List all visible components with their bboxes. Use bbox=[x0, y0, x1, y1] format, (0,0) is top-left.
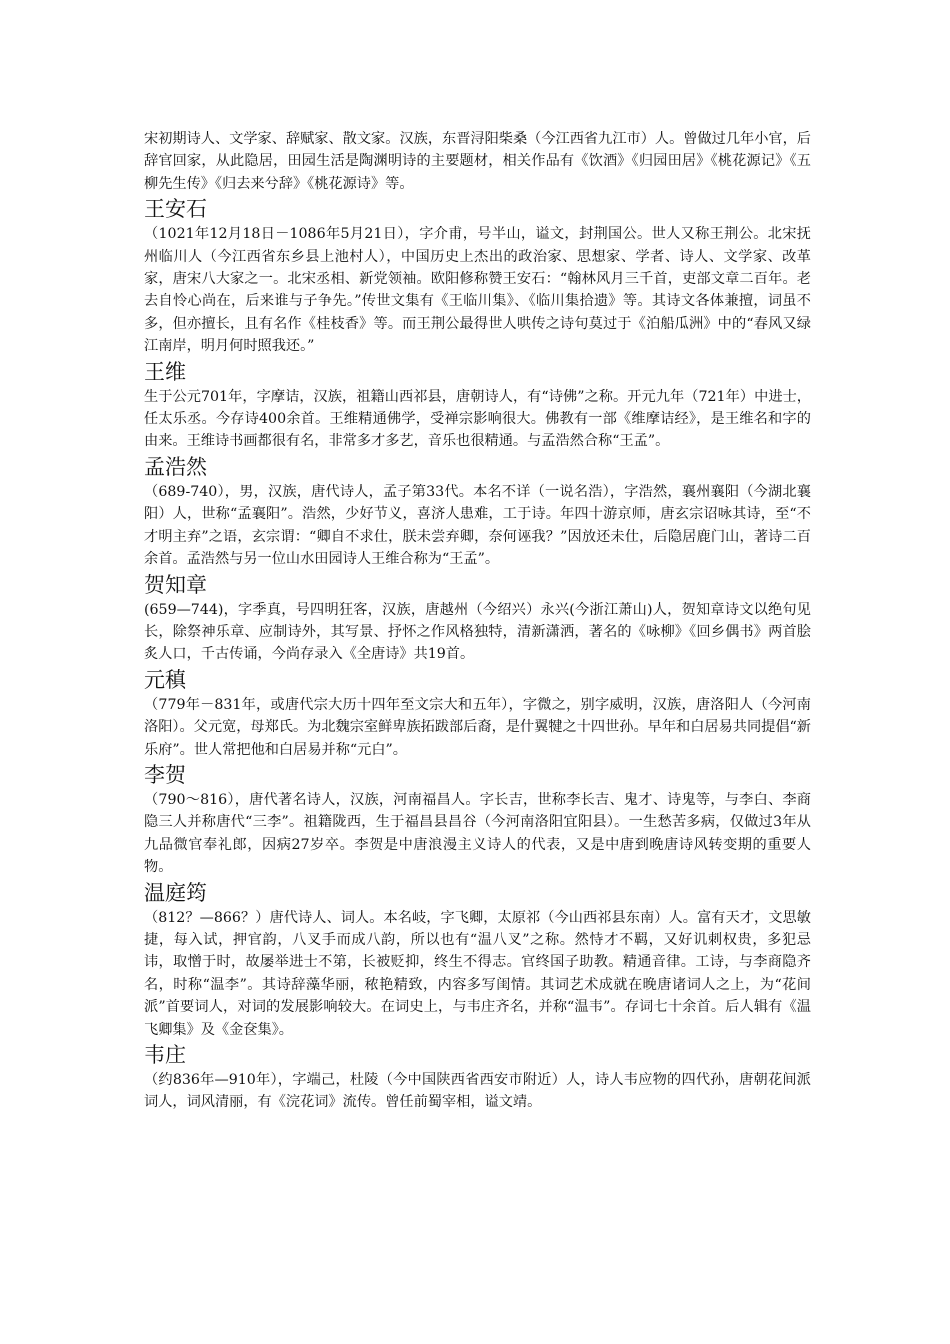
poet-entry-yuan-zhen bbox=[144, 667, 811, 761]
poet-entry-wang-wei bbox=[144, 359, 811, 453]
poet-bio: (659—744)，字季真，号四明狂客，汉族，唐越州（今绍兴）永兴(今浙江萧山)人，贺知章诗文以绝句见长，除祭神乐章、应制诗外，其写景、抒怀之作风格独特，清新潇洒，著名的《咏柳》《回乡偶书》两首脍炙人口，千古传诵，今尚存录入《全唐诗》共19首。 bbox=[144, 601, 811, 663]
intro-paragraph: 宋初期诗人、文学家、辞赋家、散文家。汉族，东晋浔阳柴桑（今江西省九江市）人。曾做过几年小官，后辞官回家，从此隐居，田园生活是陶渊明诗的主要题材，相关作品有《饮酒》《归园田居》《桃花源记》《五柳先生传》《归去来兮辞》《桃花源诗》等。 bbox=[144, 131, 811, 192]
poet-name: 孟浩然 bbox=[144, 454, 207, 479]
poet-bio: （约836年—910年），字端己，杜陵（今中国陕西省西安市附近）人，诗人韦应物的四代孙，唐朝花间派词人，词风清丽，有《浣花词》流传。曾任前蜀宰相，谥文靖。 bbox=[144, 1072, 811, 1111]
poet-entry-wei-zhuang bbox=[144, 1042, 811, 1114]
poet-entry-li-he bbox=[144, 762, 811, 879]
poet-name: 温庭筠 bbox=[144, 880, 207, 905]
poet-bio: 生于公元701年，字摩诘，汉族，祖籍山西祁县，唐朝诗人，有“诗佛”之称。开元九年（721年）中进士，任太乐丞。今存诗400余首。王维精通佛学，受禅宗影响很大。佛教有一部《维摩诘经》，是王维名和字的由来。王维诗书画都很有名，非常多才多艺，音乐也很精通。与孟浩然合称“王孟”。 bbox=[144, 388, 811, 450]
poet-name: 元稹 bbox=[144, 667, 186, 692]
poet-bio: （790～816），唐代著名诗人，汉族，河南福昌人。字长吉，世称李长吉、鬼才、诗鬼等，与李白、李商隐三人并称唐代“三李”。祖籍陇西，生于福昌县昌谷（今河南洛阳宜阳县）。一生愁苦多病，仅做过3年从九品微官奉礼郎，因病27岁卒。李贺是中唐浪漫主义诗人的代表，又是中唐到晚唐诗风转变期的重要人物。 bbox=[144, 791, 811, 876]
poet-name: 王维 bbox=[144, 359, 186, 384]
poet-name: 王安石 bbox=[144, 197, 207, 222]
poet-entry-meng-haoran bbox=[144, 454, 811, 571]
poet-name: 贺知章 bbox=[144, 572, 207, 597]
poet-entry-wang-anshi bbox=[144, 196, 811, 357]
poet-entry-he-zhizhang bbox=[144, 572, 811, 666]
poet-bio: （689-740），男，汉族，唐代诗人，孟子第33代。本名不详（一说名浩），字浩然，襄州襄阳（今湖北襄阳）人，世称“孟襄阳”。浩然，少好节义，喜济人患难，工于诗。年四十游京师，唐玄宗诏咏其诗，至“不才明主弃”之语，玄宗谓：“卿自不求仕，朕未尝弃卿，奈何诬我？”因放还未仕，后隐居鹿门山，著诗二百余首。孟浩然与另一位山水田园诗人王维合称为“王孟”。 bbox=[144, 483, 811, 568]
poet-name: 韦庄 bbox=[144, 1043, 186, 1067]
document-page bbox=[144, 128, 811, 1114]
poet-name: 李贺 bbox=[144, 762, 186, 787]
poet-entry-wen-tingyun bbox=[144, 880, 811, 1041]
poet-bio: （1021年12月18日－1086年5月21日），字介甫，号半山，谥文，封荆国公。世人又称王荆公。北宋抚州临川人（今江西省东乡县上池村人），中国历史上杰出的政治家、思想家、学者、诗人、文学家、改革家，唐宋八大家之一。北宋丞相、新党领袖。欧阳修称赞王安石：“翰林风月三千首，吏部文章二百年。老去自怜心尚在，后来谁与子争先。”传世文集有《王临川集》、《临川集拾遗》等。其诗文各体兼擅，词虽不多，但亦擅长，且有名作《桂枝香》等。而王荆公最得世人哄传之诗句莫过于《泊船瓜洲》中的“春风又绿江南岸，明月何时照我还。” bbox=[144, 226, 811, 355]
poet-bio: （779年－831年，或唐代宗大历十四年至文宗大和五年），字微之，别字威明，汉族，唐洛阳人（今河南洛阳）。父元宽，母郑氏。为北魏宗室鲜卑族拓跋部后裔，是什翼犍之十四世孙。早年和白居易共同提倡“新乐府”。世人常把他和白居易并称“元白”。 bbox=[144, 696, 811, 758]
poet-bio: （812？—866？）唐代诗人、词人。本名岐，字飞卿，太原祁（今山西祁县东南）人。富有天才，文思敏捷，每入试，押官韵，八叉手而成八韵，所以也有“温八叉”之称。然恃才不羁，又好讥刺权贵，多犯忌讳，取憎于时，故屡举进士不第，长被贬抑，终生不得志。官终国子助教。精通音律。工诗，与李商隐齐名，时称“温李”。其诗辞藻华丽，秾艳精致，内容多写闺情。其词艺术成就在晚唐诸词人之上，为“花间派”首要词人，对词的发展影响较大。在词史上，与韦庄齐名，并称“温韦”。存词七十余首。后人辑有《温飞卿集》及《金奁集》。 bbox=[144, 909, 811, 1038]
